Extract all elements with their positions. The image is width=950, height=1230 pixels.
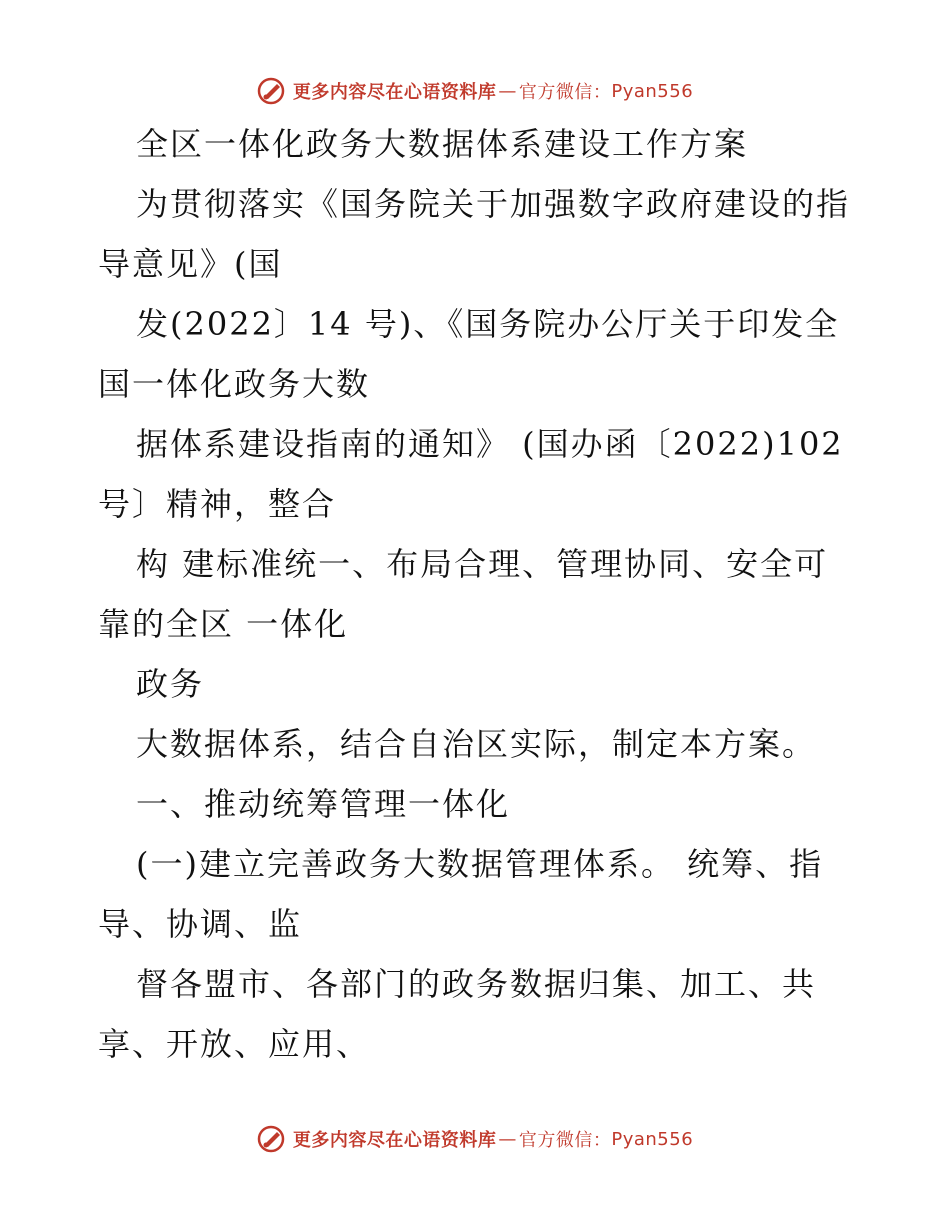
watermark-dash: — (498, 1128, 517, 1150)
watermark-sub-text: 官方微信： (518, 1130, 612, 1151)
paragraph-5: 政务 (136, 665, 205, 703)
watermark-sub-text: 官方微信： (518, 82, 612, 103)
paragraph-1: 为贯彻落实《国务院关于加强数字政府建设的指导意见》(国 (98, 185, 851, 283)
watermark-main-text: 更多内容尽在心语资料库 (292, 1130, 497, 1151)
watermark-wechat-id: Pyan556 (611, 1128, 694, 1150)
document-body (98, 114, 858, 1074)
paragraph-8: (一)建立完善政务大数据管理体系。 统筹、指导、协调、监 (98, 845, 824, 943)
footer-watermark (0, 1124, 950, 1154)
paragraph-3: 据体系建设指南的通知》 (国办函〔2022)102 号〕精神，整合 (98, 425, 844, 523)
watermark-main-text: 更多内容尽在心语资料库 (292, 82, 497, 103)
paragraph-6: 大数据体系，结合自治区实际，制定本方案。 (136, 725, 817, 763)
watermark-dash: — (498, 80, 517, 102)
document-title: 全区一体化政务大数据体系建设工作方案 (136, 125, 749, 163)
paragraph-2: 发(2022〕14 号)、《国务院办公厅关于印发全国一体化政务大数 (98, 305, 840, 403)
watermark-wechat-id: Pyan556 (611, 80, 694, 102)
header-watermark (0, 76, 950, 106)
section-heading-1: 一、推动统筹管理一体化 (136, 785, 511, 823)
brush-logo-icon (257, 76, 287, 106)
paragraph-9: 督各盟市、各部门的政务数据归集、加工、共享、开放、应用、 (98, 965, 817, 1063)
brush-logo-icon (257, 1124, 287, 1154)
paragraph-4: 构 建标准统一、布局合理、管理协同、安全可靠的全区 一体化 (98, 545, 829, 643)
